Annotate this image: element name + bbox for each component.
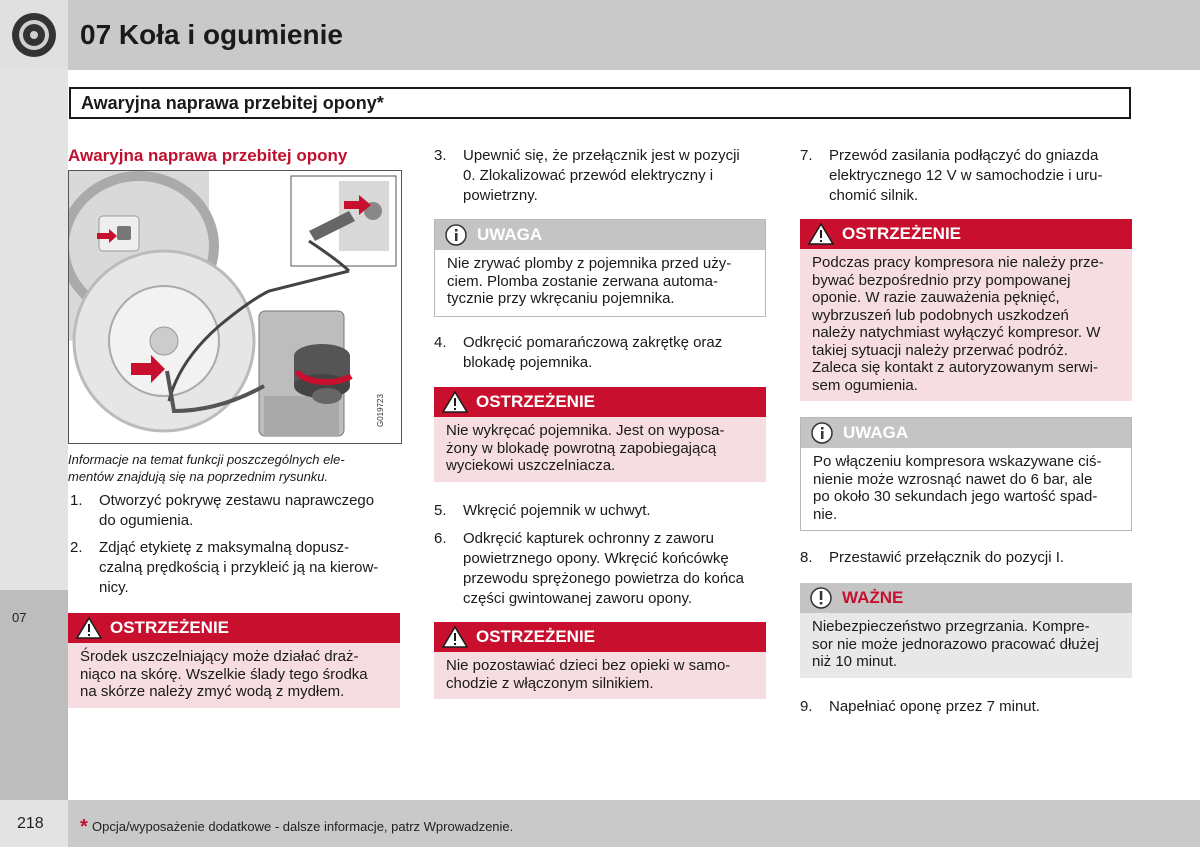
step-4 (434, 333, 766, 373)
important-header (800, 583, 1132, 613)
note-label: UWAGA (477, 225, 543, 244)
step-line: elektrycznego 12 V w samochodzie i uru- (829, 167, 1103, 184)
caption-line: Informacje na temat funkcji poszczególnych ele- (68, 452, 345, 467)
note-line: nie. (813, 505, 838, 523)
warning-text (80, 648, 368, 701)
warning-line: Środek uszczelniający może działać draż- (80, 648, 359, 665)
warning-line: Nie pozostawiać dzieci bez opieki w samo- (446, 657, 731, 674)
section-title-box (69, 87, 1131, 119)
step-text (463, 529, 744, 609)
note-text (447, 255, 731, 308)
note-line: Nie zrywać plomby z pojemnika przed uży- (447, 255, 732, 272)
step-5 (434, 501, 766, 521)
step-line: Napełniać oponę przez 7 minut. (829, 698, 1040, 715)
step-line: 0. Zlokalizować przewód elektryczny i (463, 167, 714, 184)
footnote-asterisk: * (80, 816, 88, 838)
note-header (435, 220, 765, 250)
warning-line: Nie wykręcać pojemnika. Jest on wyposa- (446, 422, 725, 439)
step-1 (70, 491, 402, 531)
step-number: 5. (434, 502, 447, 519)
important-line: sor nie może jednorazowo pracować dłużej (812, 635, 1099, 653)
step-number: 7. (800, 147, 813, 164)
step-line: Upewnić się, że przełącznik jest w pozycji (463, 147, 740, 164)
footnote-text: Opcja/wyposażenie dodatkowe - dalsze informacje, patrz Wprowadzenie. (92, 819, 514, 834)
note-line: nienie może wzrosnąć nawet do 6 bar, ale (813, 470, 1093, 488)
step-text (463, 146, 740, 206)
warning-header (68, 613, 400, 643)
chapter-tab (0, 590, 68, 800)
warning-line: bywać bezpośrednio przy pompowanej (812, 271, 1071, 289)
note-label: UWAGA (843, 423, 909, 442)
step-6 (434, 529, 766, 609)
step-2 (70, 538, 402, 598)
warning-label: OSTRZEŻENIE (476, 392, 596, 411)
warning-box (434, 387, 766, 482)
step-9 (800, 697, 1132, 717)
step-line: czalną prędkością i przykleić ją na kierow- (99, 559, 379, 576)
warning-triangle-icon (442, 390, 468, 414)
warning-line: oponie. W razie zauważenia pęknięć, (812, 289, 1060, 306)
warning-label: OSTRZEŻENIE (476, 627, 596, 646)
illustration-svg (69, 171, 401, 443)
note-box (800, 417, 1132, 531)
warning-box (434, 622, 766, 699)
warning-line: takiej sytuacji należy przerwać podróż. (812, 341, 1068, 359)
note-box (434, 219, 766, 317)
warning-box (68, 613, 400, 708)
warning-line: sem ogumienia. (812, 376, 918, 394)
header-icon-box (0, 0, 68, 70)
warning-box (800, 219, 1132, 401)
important-label: WAŻNE (842, 588, 904, 607)
note-text (813, 453, 1101, 523)
note-line: tycznie przy wkręcaniu pojemnika. (447, 290, 675, 307)
step-text (463, 501, 651, 521)
step-number: 3. (434, 147, 447, 164)
warning-label: OSTRZEŻENIE (842, 224, 962, 243)
warning-line: wybrzuszeń lub podobnych uszkodzeń (812, 306, 1069, 324)
step-number: 2. (70, 539, 83, 556)
warning-triangle-icon (808, 222, 834, 246)
warning-line: chodzie z włączonym silnikiem. (446, 674, 654, 692)
step-text (99, 538, 378, 598)
warning-line: na skórze należy zmyć wodą z mydłem. (80, 683, 345, 700)
step-line: chomić silnik. (829, 187, 919, 204)
warning-line: Zaleca się kontakt z autoryzowanym serwi- (812, 359, 1098, 376)
step-line: przewodu sprężonego powietrza do końca (463, 570, 745, 587)
warning-text (446, 657, 730, 692)
wheel-icon (9, 10, 59, 60)
step-number: 1. (70, 492, 83, 509)
step-line: powietrznego opony. Wkręcić końcówkę (463, 550, 729, 567)
note-line: Po włączeniu kompresora wskazywane ciś- (813, 453, 1102, 470)
step-text (463, 333, 722, 373)
figure-caption (68, 451, 400, 485)
step-line: blokadę pojemnika. (463, 354, 593, 371)
warning-text (446, 422, 724, 475)
exclamation-icon (808, 586, 834, 610)
chapter-title: 07 Koła i ogumienie (80, 19, 343, 50)
step-line: Przestawić przełącznik do pozycji I. (829, 549, 1065, 566)
step-3 (434, 146, 766, 206)
step-text (829, 146, 1102, 206)
warning-header (800, 219, 1132, 249)
warning-line: Podczas pracy kompresora nie należy prze- (812, 254, 1104, 271)
important-text (812, 618, 1099, 671)
subheading: Awaryjna naprawa przebitej opony (68, 146, 348, 165)
step-line: Wkręcić pojemnik w uchwyt. (463, 502, 651, 519)
important-line: niż 10 minut. (812, 653, 898, 670)
caption-line: mentów znajdują się na poprzednim rysunku. (68, 469, 329, 484)
step-8 (800, 548, 1132, 568)
warning-header (434, 387, 766, 417)
note-header (801, 418, 1131, 448)
step-7 (800, 146, 1132, 206)
step-line: Przewód zasilania podłączyć do gniazda (829, 147, 1099, 164)
step-number: 6. (434, 530, 447, 547)
note-line: po około 30 sekundach jego wartość spad- (813, 488, 1098, 505)
step-line: powietrzny. (463, 187, 538, 204)
step-line: Odkręcić kapturek ochronny z zaworu (463, 530, 714, 547)
warning-line: niąco na skórę. Wszelkie ślady tego środka (80, 665, 368, 683)
step-number: 8. (800, 549, 813, 566)
step-line: Odkręcić pomarańczową zakrętkę oraz (463, 334, 723, 351)
warning-line: należy natychmiast wyłączyć kompresor. W (812, 324, 1101, 341)
warning-line: wyciekowi uszczelniacza. (446, 457, 616, 474)
warning-line: żony w blokadę powrotną zapobiegającą (446, 439, 717, 457)
step-text (829, 548, 1064, 568)
step-line: części gwintowanej zaworu opony. (463, 590, 693, 607)
warning-triangle-icon (76, 616, 102, 640)
figure-code: G019723 (376, 394, 385, 427)
warning-text (812, 254, 1104, 394)
step-line: Otworzyć pokrywę zestawu naprawczego (99, 492, 375, 509)
step-text (99, 491, 374, 531)
warning-header (434, 622, 766, 652)
repair-kit-illustration (68, 170, 402, 444)
page-number: 218 (17, 815, 44, 832)
step-number: 4. (434, 334, 447, 351)
step-number: 9. (800, 698, 813, 715)
info-icon (809, 421, 835, 445)
warning-triangle-icon (442, 625, 468, 649)
chapter-tab-label: 07 (12, 610, 27, 625)
step-line: nicy. (99, 579, 129, 596)
important-line: Niebezpieczeństwo przegrzania. Kompre- (812, 618, 1090, 635)
step-text (829, 697, 1040, 717)
section-title: Awaryjna naprawa przebitej opony* (81, 93, 384, 113)
warning-label: OSTRZEŻENIE (110, 618, 230, 637)
step-line: do ogumienia. (99, 512, 194, 529)
info-icon (443, 223, 469, 247)
important-box (800, 583, 1132, 678)
step-line: Zdjąć etykietę z maksymalną dopusz- (99, 539, 350, 556)
note-line: ciem. Plomba zostanie zerwana automa- (447, 272, 718, 290)
